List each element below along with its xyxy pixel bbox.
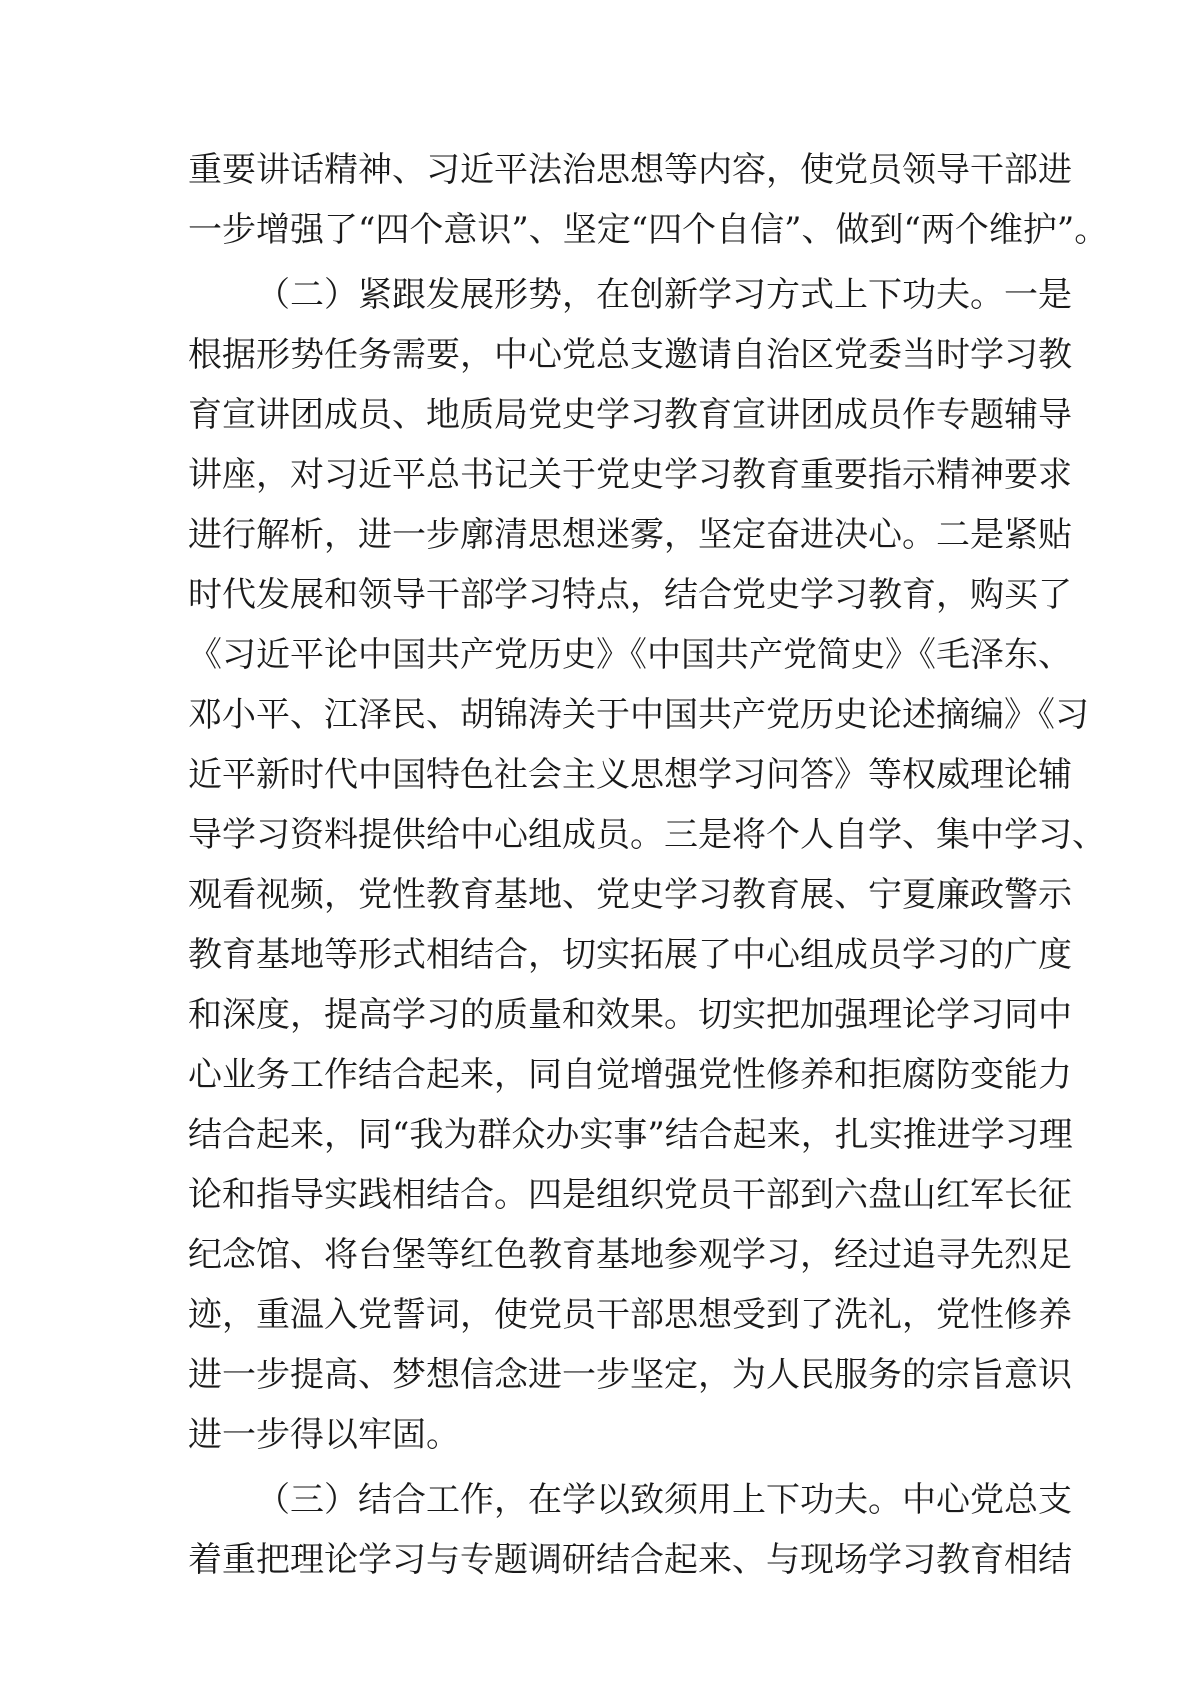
text-line: 结合起来，同“我为群众办实事”结合起来，扎实推进学习理 — [188, 1115, 1073, 1155]
text-line: 纪念馆、将台堡等红色教育基地参观学习，经过追寻先烈足 — [188, 1235, 1072, 1275]
text-line: 近平新时代中国特色社会主义思想学习问答》等权威理论辅 — [188, 755, 1072, 795]
text-line: 邓小平、江泽民、胡锦涛关于中国共产党历史论述摘编》《习 — [188, 695, 1089, 735]
text-line: 和深度，提高学习的质量和效果。切实把加强理论学习同中 — [188, 995, 1072, 1035]
text-line: 根据形势任务需要，中心党总支邀请自治区党委当时学习教 — [188, 335, 1072, 375]
text-line: 育宣讲团成员、地质局党史学习教育宣讲团成员作专题辅导 — [188, 395, 1072, 435]
text-line: 心业务工作结合起来，同自觉增强党性修养和拒腐防变能力 — [188, 1055, 1072, 1095]
text-line: 论和指导实践相结合。四是组织党员干部到六盘山红军长征 — [188, 1175, 1072, 1215]
section-heading-line: （二）紧跟发展形势，在创新学习方式上下功夫。一是 — [256, 275, 1072, 315]
text-line: 着重把理论学习与专题调研结合起来、与现场学习教育相结 — [188, 1540, 1072, 1580]
text-line: 重要讲话精神、习近平法治思想等内容，使党员领导干部进 — [188, 150, 1072, 190]
text-line: 一步增强了“四个意识”、坚定“四个自信”、做到“两个维护”。 — [188, 210, 1109, 250]
text-line: 导学习资料提供给中心组成员。三是将个人自学、集中学习、 — [188, 815, 1106, 855]
text-line: 进行解析，进一步廓清思想迷雾，坚定奋进决心。二是紧贴 — [188, 515, 1072, 555]
text-line: 讲座，对习近平总书记关于党史学习教育重要指示精神要求 — [188, 455, 1072, 495]
text-line: 时代发展和领导干部学习特点，结合党史学习教育，购买了 — [188, 575, 1072, 615]
text-line: 进一步得以牢固。 — [188, 1415, 460, 1455]
text-line: 迹，重温入党誓词，使党员干部思想受到了洗礼，党性修养 — [188, 1295, 1072, 1335]
section-heading-line: （三）结合工作，在学以致须用上下功夫。中心党总支 — [256, 1480, 1072, 1520]
text-line: 观看视频，党性教育基地、党史学习教育展、宁夏廉政警示 — [188, 875, 1072, 915]
text-line: 进一步提高、梦想信念进一步坚定，为人民服务的宗旨意识 — [188, 1355, 1072, 1395]
text-line: 《习近平论中国共产党历史》《中国共产党简史》《毛泽东、 — [188, 635, 1072, 675]
text-line: 教育基地等形式相结合，切实拓展了中心组成员学习的广度 — [188, 935, 1072, 975]
